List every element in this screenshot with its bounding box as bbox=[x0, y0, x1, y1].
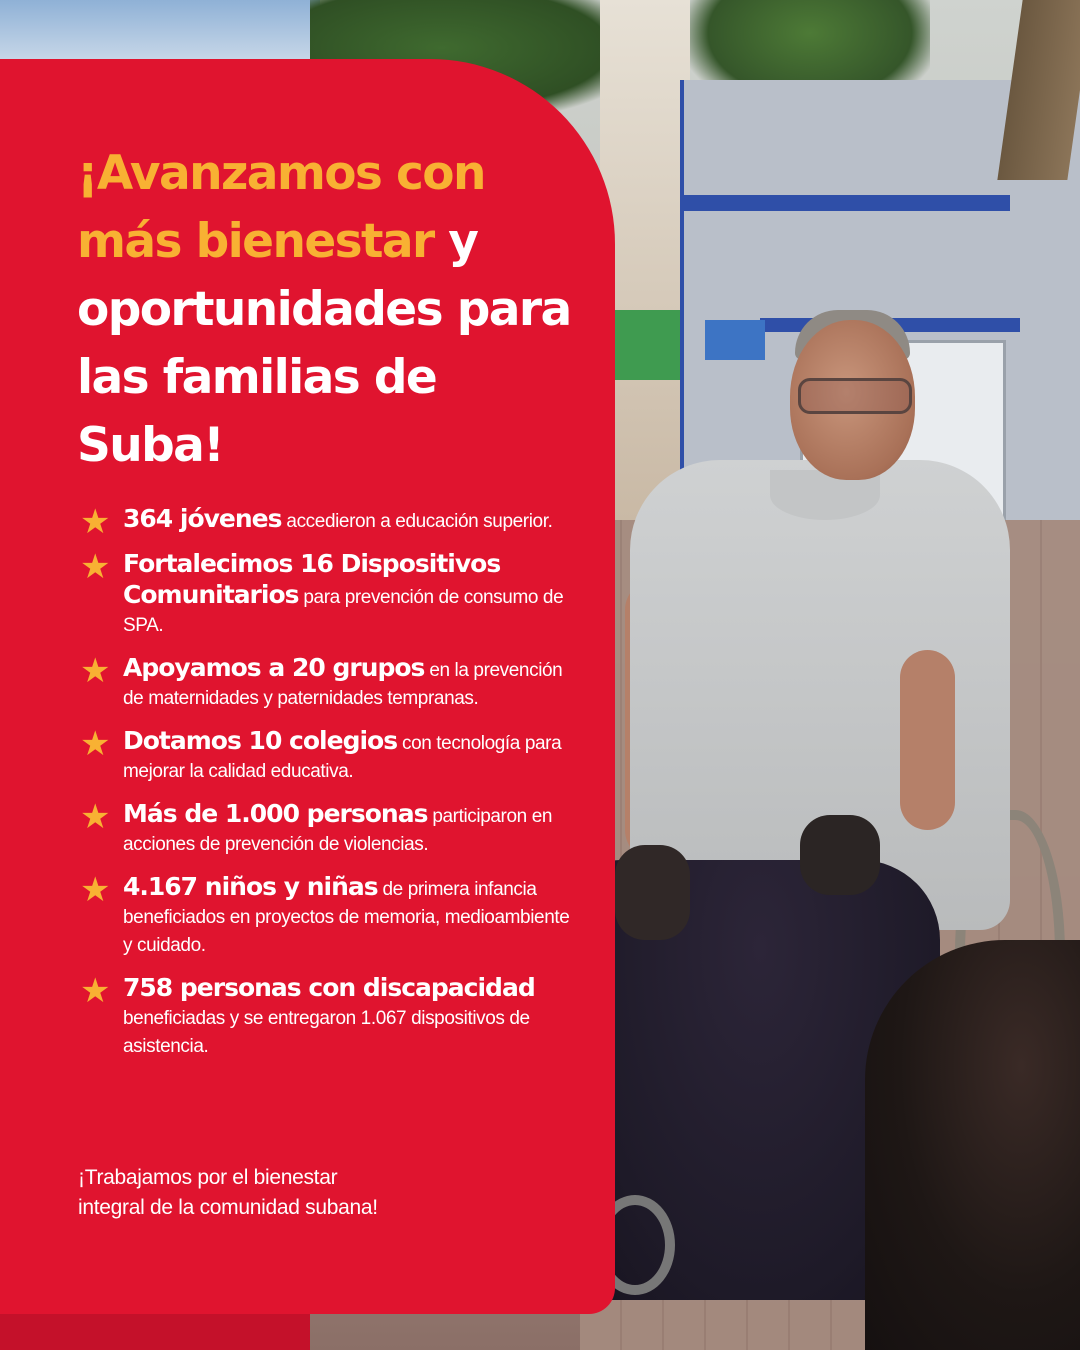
star-icon: ★ bbox=[80, 871, 111, 909]
sky bbox=[0, 0, 320, 60]
headline-rest: y oportunidades para las familias de Suba! bbox=[77, 214, 571, 473]
headline bbox=[77, 140, 597, 480]
item-highlight: 758 personas con discapacidad bbox=[123, 973, 535, 1002]
list-item bbox=[80, 503, 580, 541]
list-item bbox=[80, 974, 580, 1061]
list-item bbox=[80, 550, 580, 640]
item-text: con tecnología para mejorar la calidad educativa. bbox=[123, 733, 562, 782]
list-item bbox=[80, 727, 580, 786]
star-icon: ★ bbox=[80, 725, 111, 763]
star-icon: ★ bbox=[80, 503, 111, 541]
star-icon: ★ bbox=[80, 652, 111, 690]
item-text: en la prevención de maternidades y paternidades tempranas. bbox=[123, 660, 563, 709]
star-icon: ★ bbox=[80, 972, 111, 1010]
item-highlight: Dotamos 10 colegios bbox=[123, 726, 398, 755]
closing-line-1: ¡Trabajamos por el bienestar bbox=[78, 1166, 338, 1189]
item-text: beneficiadas y se entregaron 1.067 dispositivos de asistencia. bbox=[123, 1008, 530, 1057]
star-icon: ★ bbox=[80, 548, 111, 586]
item-highlight: 4.167 niños y niñas bbox=[123, 872, 378, 901]
storefront-green bbox=[612, 310, 682, 380]
item-highlight: Más de 1.000 personas bbox=[123, 799, 428, 828]
star-icon: ★ bbox=[80, 798, 111, 836]
item-highlight: 364 jóvenes bbox=[123, 504, 282, 533]
achievements-list bbox=[80, 505, 580, 1075]
eyeglasses bbox=[798, 378, 912, 414]
storefront-blue bbox=[705, 320, 765, 360]
list-item bbox=[80, 873, 580, 960]
gloved-hand-left bbox=[615, 845, 690, 940]
item-text: de primera infancia beneficiados en proyectos de memoria, medioambiente y cuidado. bbox=[123, 879, 570, 956]
tree-trunk bbox=[997, 0, 1080, 180]
list-item bbox=[80, 800, 580, 859]
gloved-hand-right bbox=[800, 815, 880, 895]
item-text: participaron en acciones de prevención de violencias. bbox=[123, 806, 553, 855]
building-trim bbox=[680, 195, 1010, 211]
closing-message bbox=[78, 1163, 498, 1223]
foreground-person-silhouette bbox=[865, 940, 1080, 1350]
headline-highlight: ¡Avanzamos con más bienestar bbox=[77, 146, 485, 269]
person-arm-right bbox=[900, 650, 955, 830]
closing-line-2: integral de la comunidad subana! bbox=[78, 1196, 378, 1219]
item-highlight: Apoyamos a 20 grupos bbox=[123, 653, 425, 682]
item-text: accedieron a educación superior. bbox=[281, 511, 553, 532]
item-text: para prevención de consumo de SPA. bbox=[123, 587, 564, 636]
item-highlight: Fortalecimos 16 Dispositivos Comunitarios bbox=[123, 549, 501, 609]
list-item bbox=[80, 654, 580, 713]
